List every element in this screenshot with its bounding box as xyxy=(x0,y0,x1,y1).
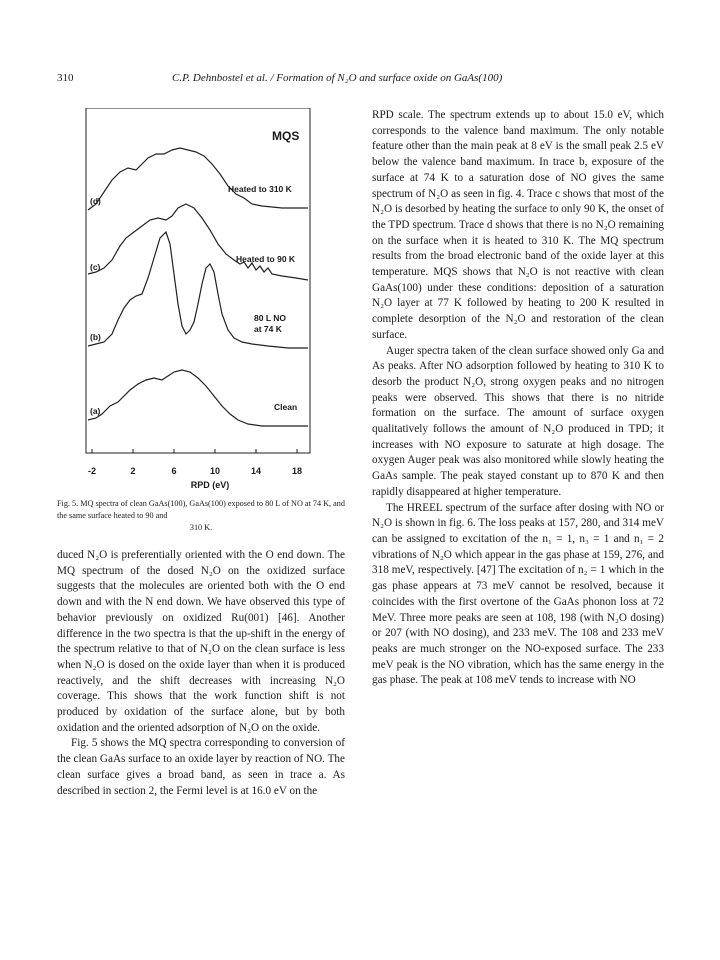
x-tick-label: 2 xyxy=(130,466,136,476)
left-paragraph-1: duced N₂O is preferentially oriented with the O end down. The MQ spectrum of the dosed N₂O on the oxidized surface suggests that the molecules are oriented both with the O end down and with the N end down. We have observed this type of behavior previously on oxidized Ru(001) [46]. Another difference in the two spectra is that the up-shift in the energy of the spectrum relative to that of N₂O on the clean surface is less when N₂O is dosed on the oxide layer than when it is produced reactively, and the shift decreases with increasing N₂O coverage. This shows that the work function shift is not produced by oxidation of the surface alone, but by both oxidation and the oriented adsorption of N₂O on the oxide. xyxy=(57,549,345,734)
trace-b-annotation-line1: 80 L NO xyxy=(254,313,286,323)
x-tick-label: 10 xyxy=(209,466,221,476)
left-column xyxy=(57,548,345,799)
trace-a-curve xyxy=(88,370,308,426)
x-tick-label: 14 xyxy=(250,466,262,476)
trace-d-annotation: Heated to 310 K xyxy=(228,184,292,194)
panel-title: MQS xyxy=(272,129,300,143)
left-paragraph-2: Fig. 5 shows the MQ spectra corresponding to conversion of the clean GaAs surface to an oxide layer by reaction of NO. The clean surface gives a broad band, as seen in trace a. As described in section 2, the Fermi level is at 16.0 eV on the xyxy=(57,737,345,797)
right-paragraph-2: Auger spectra taken of the clean surface showed only Ga and As peaks. After NO adsorption followed by heating to 310 K to desorb the product N₂O, strong oxygen peaks and no nitrogen peaks were observed. This shows that there is no nitride formation on the surface. The amount of surface oxygen qualitatively follows the amount of N₂O produced in TPD; it increases with NO exposure to saturate at high dosage. The oxygen Auger peak was also monitored while slowly heating the GaAs sample. The peak stayed constant up to 870 K and then rapidly disappeared at higher temperature. xyxy=(372,344,664,498)
right-column xyxy=(372,108,664,689)
caption-end: 310 K. xyxy=(189,523,213,532)
caption-main: Fig. 5. MQ spectra of clean GaAs(100), GaAs(100) exposed to 80 L of NO at 74 K, and the same surface heated to 90 and xyxy=(57,499,345,520)
figure-caption xyxy=(57,498,345,534)
trace-a-id: (a) xyxy=(90,406,101,416)
trace-d-id: (d) xyxy=(90,196,101,206)
x-tick-label: -2 xyxy=(87,466,97,476)
running-title: C.P. Dehnbostel et al. / Formation of N₂O and surface oxide on GaAs(100) xyxy=(172,72,503,84)
trace-d-curve xyxy=(88,148,308,210)
trace-a-annotation: Clean xyxy=(274,402,298,412)
trace-c-annotation: Heated to 90 K xyxy=(236,254,296,264)
trace-b-annotation-line2: at 74 K xyxy=(254,324,282,334)
mqs-spectra-plot xyxy=(82,108,322,463)
x-axis-ticks xyxy=(92,449,297,453)
right-paragraph-1: RPD scale. The spectrum extends up to about 15.0 eV, which corresponds to the valence band maximum. The only notable feature other than the main peak at 8 eV is the small peak 2.5 eV below the valence band maximum. In trace b, exposure of the surface at 74 K to a saturation dose of NO gives the same spectrum of N₂O as seen in fig. 4. Trace c shows that most of the N₂O is desorbed by heating the surface to only 90 K, the onset of the TPD spectrum. Trace d shows that there is no N₂O remaining on the surface when it is heated to 310 K. The MQ spectrum results from the broad electronic band of the oxide layer at this temperature. MQS shows that N₂O is not reactive with clean GaAs(100) under these conditions: deposition of a saturation N₂O layer at 77 K followed by heating to 200 K resulted in complete desorption of the N₂O and restoration of the clean surface. xyxy=(372,109,664,341)
x-axis-tick-labels xyxy=(82,466,322,480)
trace-c-curve xyxy=(88,204,308,280)
right-paragraph-3: The HREEL spectrum of the surface after dosing with NO or N₂O is shown in fig. 6. The loss peaks at 157, 280, and 314 meV can be assigned to excitation of the n₁ = 1, n₃ = 1 and n₁ = 2 vibrations of N₂O which appear in the gas phase at 159, 276, and 318 meV, respectively. [47] The excitation of n₂ = 1 which in the gas phase appears at 73 meV cannot be resolved, because it coincides with the first overtone of the GaAs phonon loss at 72 MeV. Three more peaks are seen at 108, 198 (with N₂O dosing) or 207 (with NO dosing), and 233 meV. The 108 and 233 meV peaks are much stronger on the NO-exposed surface. The 233 meV peak is the NO vibration, which has the same energy in the gas phase. The peak at 108 meV tends to increase with NO xyxy=(372,501,664,687)
trace-c-id: (c) xyxy=(90,262,101,272)
figure-5 xyxy=(82,108,322,463)
x-tick-label: 6 xyxy=(171,466,177,476)
page-number: 310 xyxy=(57,72,74,84)
x-tick-label: 18 xyxy=(291,466,303,476)
x-axis-title: RPD (eV) xyxy=(190,480,230,490)
trace-b-id: (b) xyxy=(90,332,101,342)
